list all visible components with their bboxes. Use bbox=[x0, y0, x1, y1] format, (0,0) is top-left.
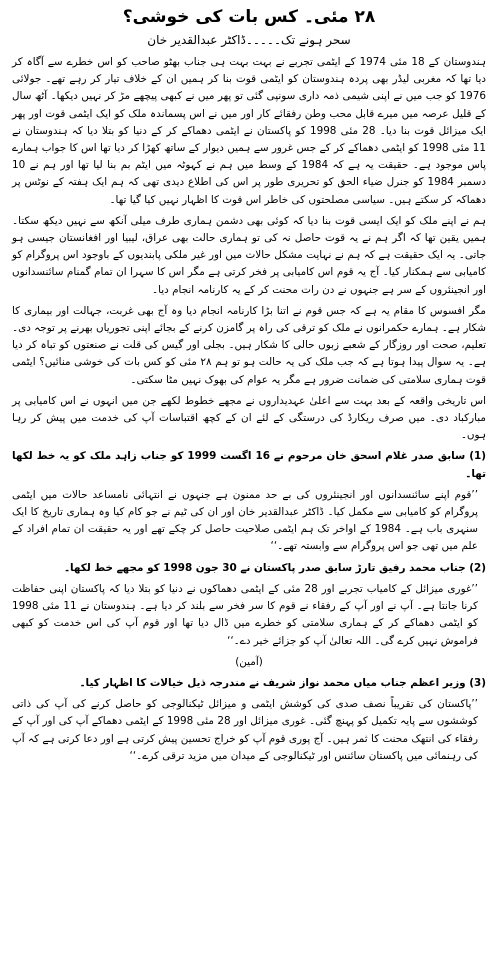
paragraph: ہندوستان کے 18 مئی 1974 کے ایٹمی تجربے نے بہت بہت ہی جناب بھٹو صاحب کو اس خطرے سے آگاہ کر دیا تھا کہ مغربی لیڈر بھی پردہ ہندوستان کو ایٹمی قوت بنا کر ہمیں ان کے خلاف تیار کر رہے تھے۔ جولائی 1976 کو جب میں نے اپنی شیمی ذمہ داری سونپی گئی تو پھر میں نے کبھی پیچھے مڑ کر نہیں دیکھا۔ آٹھ سال کے قلیل عرصہ میں میرے قابل محب وطن رفقائے کار اور میں نے اس پسماندہ ملک کو ایک ایٹمی قوت اور پھر ایک میزائل قوت بنا دیا۔ 28 مئی 1998 کو پاکستان نے ایٹمی دھماکے کر کے دنیا کو بتلا دیا کہ ہندوستان نے 11 مئی 1998 کو ایٹمی دھماکے کر کے جس غرور سے ہمیں دیوار کے ساتھ کھڑا کر دیا تھا اس کا جواب ہمارے پاس موجود ہے۔ حقیقت یہ ہے کہ 1984 کے وسط میں ہم نے کہوٹہ میں ایٹم بم بنا لیا تھا اور ہم نے 10 دسمبر 1984 کو جنرل ضیاء الحق کو تحریری طور پر اس کی اطلاع دیدی تھی کہ ہم ایک ہفتہ کے نوٹس پر دھماکہ کر سکتے ہیں۔ سیاسی مصلحتوں کی خاطر اس قوت کا اظہار نہیں کیا گیا تھا۔ bbox=[12, 56, 486, 206]
letter-heading: (3) وزیر اعظم جناب میاں محمد نواز شریف نے مندرجہ ذیل خیالات کا اظہار کیا۔ bbox=[79, 676, 486, 689]
paragraph: اس تاریخی واقعہ کے بعد بہت سے اعلیٰ عہدیداروں نے مجھے خطوط لکھے جن میں انہوں نے اس کامیابی پر مبارکباد دی۔ میں صرف ریکارڈ کی درستگی کے لئے ان کے کچھ اقتباسات آپ کی خدمت میں پیش کر رہا ہوں۔ bbox=[12, 394, 486, 442]
closing-prayer: (آمین) bbox=[235, 655, 263, 668]
paragraph: ہم نے اپنے ملک کو ایک ایسی قوت بنا دیا کہ کوئی بھی دشمن ہماری طرف میلی آنکھ سے نہیں دیکھ سکتا۔ ہمیں یقین تھا کہ اگر ہم نے یہ قوت حاصل نہ کی تو ہماری حالت بھی عراق، لیبیا اور افغانستان جیسی ہو جاتی۔ یہ ایک حقیقت ہے کہ ہم نے نہایت مشکل حالات میں اور غیر ملکی پابندیوں کے باوجود اس پروگرام کو کامیابی سے ہمکنار کیا۔ آج یہ قوم اس کامیابی پر فخر کرتی ہے مگر اس کا سہرا ان تمام گمنام سائنسدانوں اور انجینئروں کے سر ہے جنہوں نے دن رات محنت کر کے یہ کارنامہ انجام دیا۔ bbox=[12, 214, 486, 296]
letter-quote: ’’قوم اپنے سائنسدانوں اور انجینئروں کی بے حد ممنون ہے جنہوں نے انتہائی نامساعد حالات میں ایٹمی پروگرام کو کامیابی سے مکمل کیا۔ ڈاکٹر عبدالقدیر خان اور ان کی ٹیم نے جو کام کیا وہ ہماری تاریخ کا ایک سنہری باب ہے۔ 1984 کے اواخر تک ہم ایٹمی صلاحیت حاصل کر چکے تھے اور یہ حقیقت ان تمام افراد کے علم میں تھی جو اس پروگرام سے وابستہ تھے۔‘‘ bbox=[12, 488, 478, 553]
letter-heading: (2) جناب محمد رفیق تارڑ سابق صدر پاکستان نے 30 جون 1998 کو مجھے خط لکھا۔ bbox=[63, 561, 486, 574]
article-byline: سحر ہونے تک۔۔۔۔۔ڈاکٹر عبدالقدیر خان bbox=[147, 33, 351, 47]
letter-heading: (1) سابق صدر غلام اسحق خان مرحوم نے 16 اگست 1999 کو جناب زاہد ملک کو یہ خط لکھا تھا۔ bbox=[12, 450, 487, 480]
article-title: ۲۸ مئی۔ کس بات کی خوشی؟ bbox=[122, 7, 376, 27]
letter-quote: ’’پاکستان کی تقریباً نصف صدی کی کوشش ایٹمی و میزائل ٹیکنالوجی کو حاصل کرنے کی آپ کی ذاتی کوششوں سے پایہ تکمیل کو پہنچ گئی۔ غوری میزائل اور 28 مئی 1998 کے ایٹمی دھماکے آپ کی اور آپ کے رفقاء کی انتھک محنت کا ثمر ہیں۔ آج پوری قوم آپ کو خراج تحسین پیش کرتی ہے اور دعا کرتی ہے کہ آپ کی رہنمائی میں پاکستان سائنس اور ٹیکنالوجی کے میدان میں مزید ترقی کرے۔‘‘ bbox=[12, 698, 479, 762]
letter-quote: ’’غوری میزائل کے کامیاب تجربے اور 28 مئی کے ایٹمی دھماکوں نے دنیا کو بتلا دیا کہ پاکستان اپنی حفاظت کرنا جانتا ہے۔ آپ نے اور آپ کے رفقاء نے قوم کا سر فخر سے بلند کر دیا ہے۔ ہندوستان نے 11 مئی 1998 کو ایٹمی دھماکے کر کے ہماری سلامتی کو خطرے میں ڈال دیا تھا اور قوم آپ کی اس خدمت کو کبھی فراموش نہیں کرے گی۔ اللہ تعالیٰ آپ کو جزائے خیر دے۔‘‘ bbox=[12, 582, 478, 647]
paragraph: مگر افسوس کا مقام یہ ہے کہ جس قوم نے اتنا بڑا کارنامہ انجام دیا وہ آج بھی غربت، جہالت اور بیماری کا شکار ہے۔ ہمارے حکمرانوں نے ملک کو ترقی کی راہ پر گامزن کرنے کے بجائے اپنی تجوریاں بھرنے پر توجہ دی۔ تعلیم، صحت اور روزگار کے شعبے زبوں حالی کا شکار ہیں۔ بجلی اور گیس کی قلت نے صنعتوں کو تباہ کر دیا ہے۔ یہ سوال پیدا ہوتا ہے کہ جب ملک کی یہ حالت ہو تو ہم ۲۸ مئی کو کس بات کی خوشی منائیں؟ ایٹمی قوت ہماری سلامتی کی ضمانت ضرور ہے مگر یہ عوام کی بھوک نہیں مٹا سکتی۔ bbox=[12, 304, 486, 386]
